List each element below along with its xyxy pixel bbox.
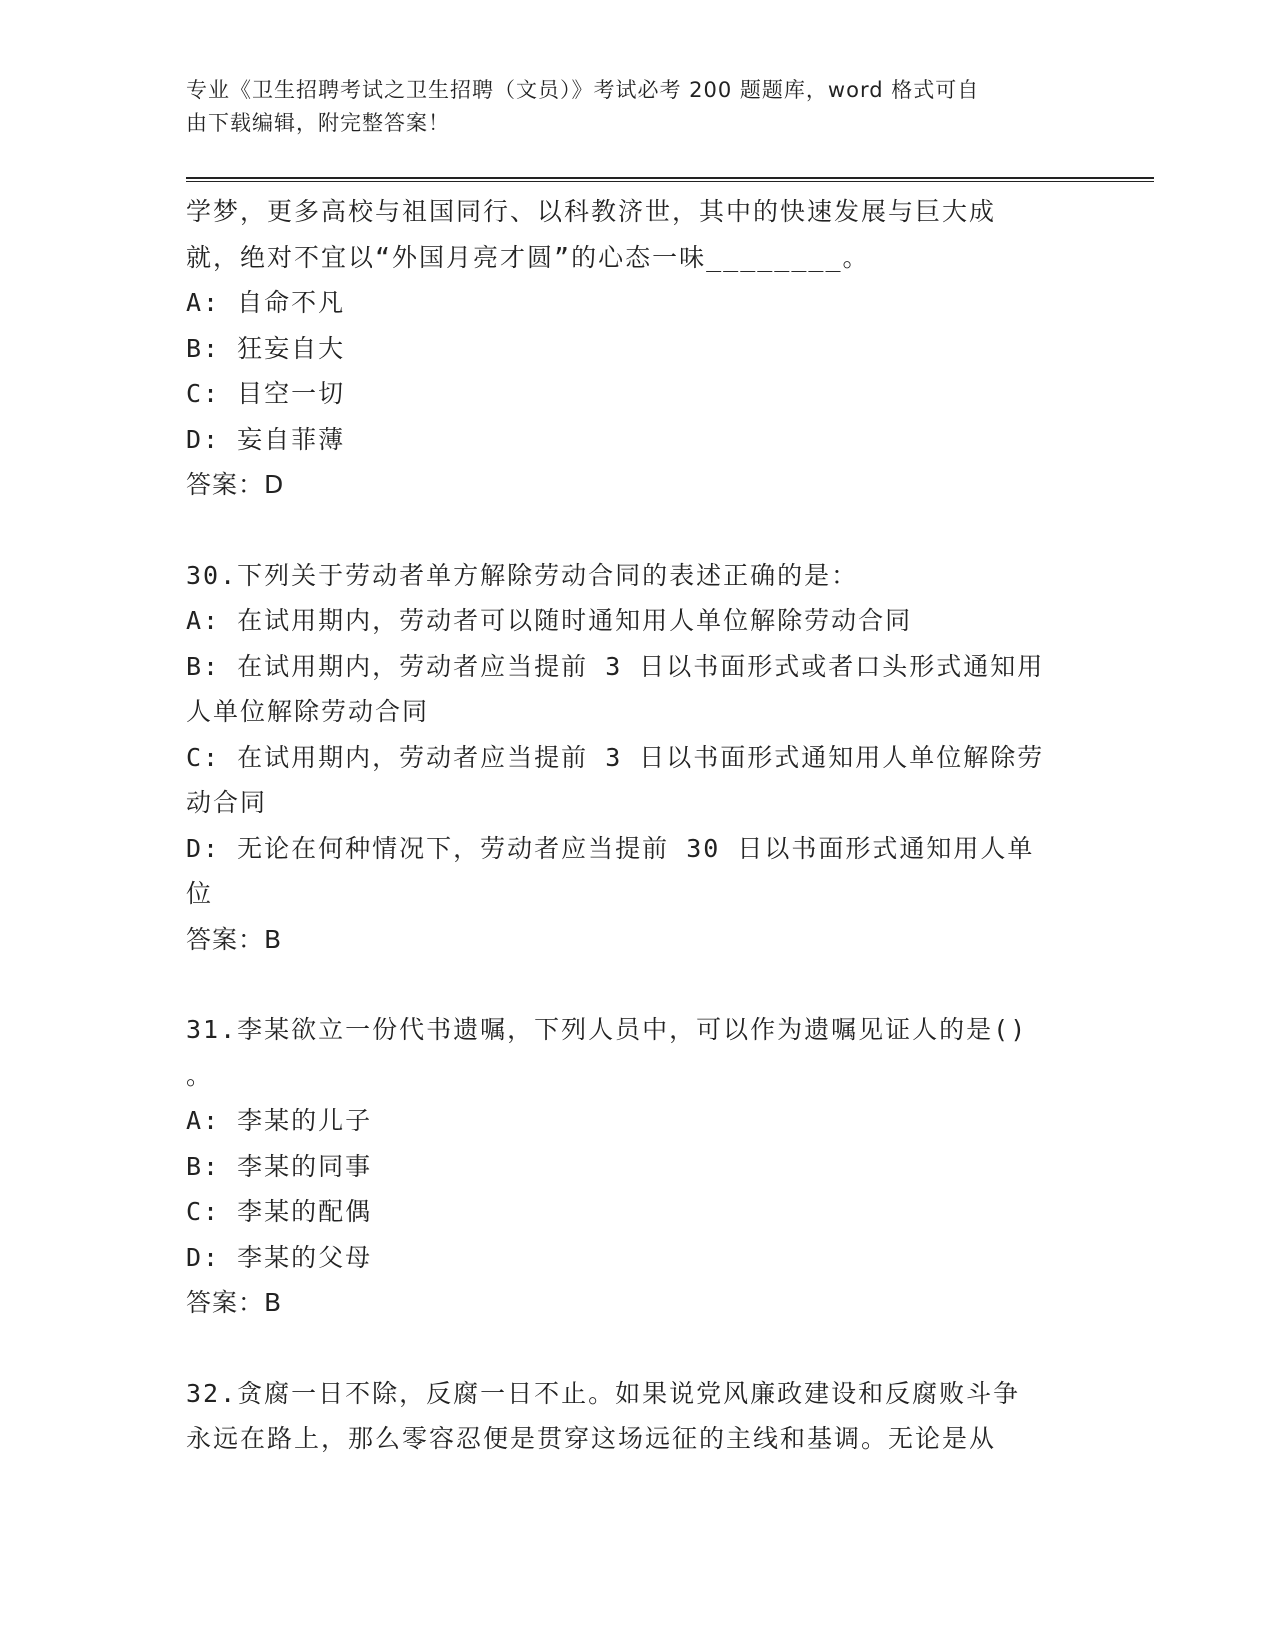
option-b: B: 李某的同事 — [186, 1151, 373, 1181]
option-a: A: 自命不凡 — [186, 288, 346, 317]
option-d-continued: 位 — [186, 879, 214, 908]
option-a: A: 在试用期内，劳动者可以随时通知用人单位解除劳动合同 — [186, 606, 913, 635]
option-b-continued: 人单位解除劳动合同 — [186, 697, 430, 726]
question-text-line: 32.贪腐一日不除，反腐一日不止。如果说党风廉政建设和反腐败斗争 — [186, 1378, 1021, 1408]
header-line-1: 专业《卫生招聘考试之卫生招聘（文员）》考试必考 200 题题库，word 格式可自 — [186, 78, 980, 102]
option-b: B: 在试用期内，劳动者应当提前 3 日以书面形式或者口头形式通知用 — [186, 651, 1045, 681]
option-b: B: 狂妄自大 — [186, 333, 346, 363]
answer-label: 答案：D — [186, 470, 285, 499]
question-32 — [186, 1371, 1076, 1462]
option-d: D: 无论在何种情况下，劳动者应当提前 30 日以书面形式通知用人单 — [186, 833, 1035, 863]
option-c: C: 在试用期内，劳动者应当提前 3 日以书面形式通知用人单位解除劳 — [186, 742, 1045, 772]
question-text-line: 。 — [186, 1060, 214, 1090]
question-content — [186, 189, 1076, 1462]
header-divider-thick — [186, 177, 1154, 179]
question-text-line: 就，绝对不宜以“外国月亮才圆”的心态一味________。 — [186, 242, 870, 272]
spacer — [186, 1326, 1076, 1371]
header-divider-thin — [186, 181, 1154, 182]
option-c: C: 李某的配偶 — [186, 1197, 373, 1226]
answer-label: 答案：B — [186, 1288, 283, 1317]
header-line-2: 由下载编辑，附完整答案！ — [186, 111, 450, 135]
spacer — [186, 508, 1076, 553]
option-a: A: 李某的儿子 — [186, 1106, 373, 1135]
option-d: D: 妄自菲薄 — [186, 424, 346, 454]
question-31 — [186, 1007, 1076, 1326]
option-c-continued: 动合同 — [186, 788, 268, 817]
question-text-line: 31.李某欲立一份代书遗嘱，下列人员中，可以作为遗嘱见证人的是() — [186, 1015, 1028, 1044]
question-29 — [186, 189, 1076, 508]
question-text-line: 永远在路上，那么零容忍便是贯穿这场远征的主线和基调。无论是从 — [186, 1424, 997, 1453]
option-d: D: 李某的父母 — [186, 1242, 373, 1272]
question-30 — [186, 553, 1076, 963]
answer-label: 答案：B — [186, 924, 283, 954]
question-text-line: 30.下列关于劳动者单方解除劳动合同的表述正确的是： — [186, 560, 859, 590]
document-header — [186, 74, 1066, 140]
question-text-line: 学梦，更多高校与祖国同行、以科教济世，其中的快速发展与巨大成 — [186, 197, 997, 226]
option-c: C: 目空一切 — [186, 379, 346, 408]
spacer — [186, 962, 1076, 1007]
